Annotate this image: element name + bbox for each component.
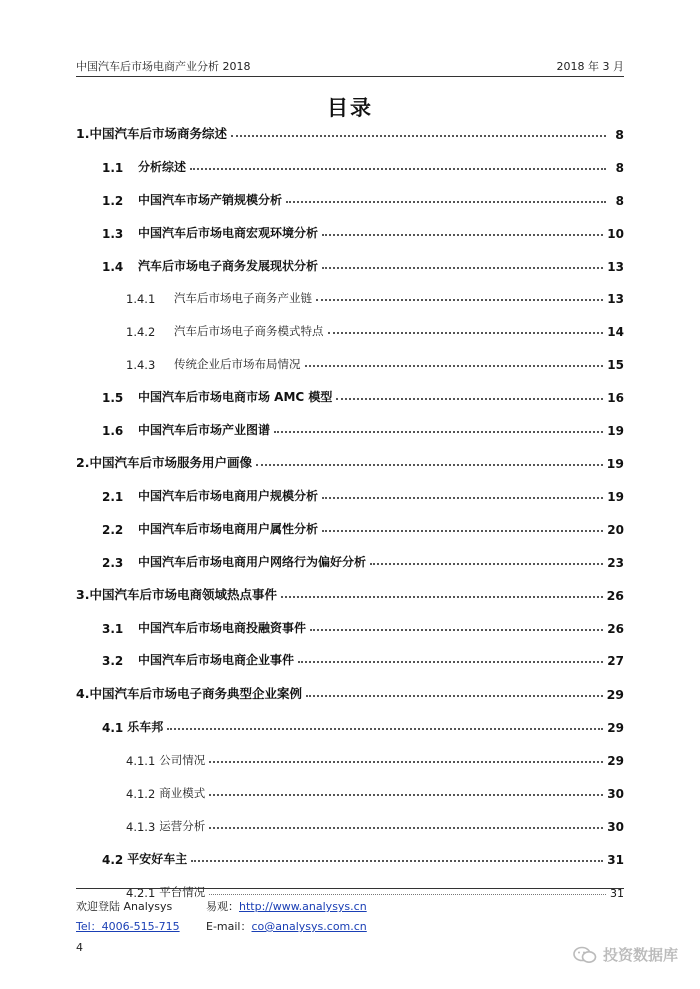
page-header: [76, 56, 624, 77]
toc-entry-page: 29: [606, 687, 624, 702]
dot-leader: [281, 596, 603, 598]
toc-entry-title: 乐车邦: [127, 720, 164, 734]
toc-entry-title: 1.中国汽车后市场商务综述: [76, 126, 227, 141]
toc-entry[interactable]: [76, 748, 624, 768]
page-number: 4: [76, 941, 83, 954]
dot-leader: [231, 135, 606, 137]
toc-title: 目录: [327, 96, 373, 120]
toc-entry[interactable]: [76, 682, 624, 702]
toc-entry[interactable]: [76, 319, 624, 339]
toc-entry-number: 3.1: [102, 622, 124, 636]
toc-entry[interactable]: [76, 188, 624, 208]
toc-entry[interactable]: [76, 418, 624, 438]
toc-entry-title: 4.中国汽车后市场电子商务典型企业案例: [76, 686, 302, 701]
toc-entry[interactable]: [76, 352, 624, 372]
toc-entry[interactable]: [76, 451, 624, 471]
toc-entry[interactable]: [76, 814, 624, 834]
dot-leader: [336, 398, 603, 400]
toc-entry[interactable]: [76, 880, 624, 900]
wechat-icon: [573, 946, 597, 964]
toc-entry-page: 31: [610, 887, 624, 900]
toc-entry-number: 3.2: [102, 654, 124, 668]
header-date: 2018 年 3 月: [556, 60, 624, 73]
dot-leader: [316, 299, 603, 301]
toc-entry-number: 1.6: [102, 424, 124, 438]
toc-entry-page: 10: [607, 227, 624, 241]
toc-entry-title: 平安好车主: [127, 852, 188, 866]
toc-entry-page: 14: [607, 325, 624, 339]
toc-entry-number: 4.1: [102, 721, 124, 735]
toc-entry-number: 1.5: [102, 391, 124, 405]
toc-entry-number: 1.4: [102, 260, 124, 274]
toc-entry-page: 16: [607, 391, 624, 405]
toc-entry-number: 1.2: [102, 194, 124, 208]
toc-entry[interactable]: [76, 221, 624, 241]
footer-site: [206, 898, 367, 914]
toc-entry-page: 19: [607, 490, 624, 504]
toc-entry[interactable]: [76, 254, 624, 274]
toc-entry-number: 4.2: [102, 853, 124, 867]
toc-entry-number: 2.3: [102, 556, 124, 570]
footer-email-label: E-mail：: [206, 920, 252, 933]
header-title: 中国汽车后市场电商产业分析 2018: [76, 60, 251, 73]
dot-leader: [209, 827, 603, 829]
toc-entry[interactable]: [76, 385, 624, 405]
watermark: [573, 944, 678, 965]
toc-entry-title: 中国汽车市场产销规模分析: [138, 193, 283, 207]
toc-entry[interactable]: [76, 550, 624, 570]
toc-entry-title: 中国汽车后市场电商宏观环境分析: [138, 226, 319, 240]
dot-leader: [322, 497, 603, 499]
dot-leader: [322, 530, 603, 532]
toc-entry-title: 中国汽车后市场电商市场 AMC 模型: [138, 390, 333, 404]
toc-entry-page: 8: [615, 127, 624, 142]
toc-entry-number: 2.1: [102, 490, 124, 504]
dot-leader: [274, 431, 603, 433]
toc-entry[interactable]: [76, 715, 624, 735]
toc-entry-title: 中国汽车后市场产业图谱: [138, 423, 271, 437]
toc-entry-title: 中国汽车后市场电商投融资事件: [138, 621, 307, 635]
toc-entry-page: 13: [607, 260, 624, 274]
toc-entry[interactable]: [76, 155, 624, 175]
toc-entry-page: 15: [607, 358, 624, 372]
toc-entry-page: 19: [607, 424, 624, 438]
toc-entry-title: 中国汽车后市场电商企业事件: [138, 653, 295, 667]
toc-entry-title: 3.中国汽车后市场电商领域热点事件: [76, 587, 277, 602]
toc-entry[interactable]: [76, 122, 624, 142]
footer-email: [206, 918, 367, 934]
toc-entry-title: 中国汽车后市场电商用户规模分析: [138, 489, 319, 503]
toc-entry-title: 中国汽车后市场电商用户网络行为偏好分析: [138, 555, 367, 569]
toc-entry-page: 30: [607, 820, 624, 834]
dot-leader: [322, 234, 603, 236]
dot-leader: [328, 332, 604, 334]
toc-entry-page: 13: [607, 292, 624, 306]
footer-email-link[interactable]: co@analysys.com.cn: [251, 920, 367, 933]
dot-leader: [370, 563, 603, 565]
toc-entry[interactable]: [76, 847, 624, 867]
toc-entry-page: 8: [615, 194, 624, 208]
toc-entry-number: 4.1.2: [126, 787, 156, 801]
toc-entry[interactable]: [76, 286, 624, 306]
toc-entry-page: 23: [607, 556, 624, 570]
toc-entry-page: 31: [607, 853, 624, 867]
toc-entry-page: 20: [607, 523, 624, 537]
footer-welcome: 欢迎登陆 Analysys: [76, 900, 173, 913]
dot-leader: [322, 267, 603, 269]
toc-entry-title: 传统企业后市场布局情况: [174, 357, 301, 371]
toc-entry[interactable]: [76, 616, 624, 636]
toc-entry-number: 4.2.1: [126, 886, 156, 900]
toc-entry[interactable]: [76, 781, 624, 801]
dot-leader: [310, 629, 603, 631]
toc-entry-number: 1.4.1: [126, 292, 156, 306]
toc-entry-title: 汽车后市场电子商务发展现状分析: [138, 259, 319, 273]
toc-entry-page: 26: [607, 622, 624, 636]
toc-entry-title: 汽车后市场电子商务产业链: [174, 291, 312, 305]
footer-site-link[interactable]: http://www.analysys.cn: [239, 900, 367, 913]
toc-entry-title: 2.中国汽车后市场服务用户画像: [76, 455, 252, 470]
footer-tel[interactable]: Tel：4006-515-715: [76, 920, 180, 933]
dot-leader: [286, 201, 606, 203]
toc-entry-page: 26: [606, 588, 624, 603]
toc-entry-page: 29: [607, 754, 624, 768]
toc-entry-title: 商业模式: [159, 786, 206, 800]
toc-entry-title: 中国汽车后市场电商用户属性分析: [138, 522, 319, 536]
dot-leader: [305, 365, 604, 367]
toc-entry-page: 29: [607, 721, 624, 735]
toc-entry-number: 4.1.3: [126, 820, 156, 834]
toc-entry-page: 30: [607, 787, 624, 801]
toc-entry[interactable]: [76, 517, 624, 537]
dot-leader: [191, 860, 603, 862]
toc-entry-title: 汽车后市场电子商务模式特点: [174, 324, 324, 338]
toc-entry-number: 4.1.1: [126, 754, 156, 768]
toc-entry-page: 19: [606, 456, 624, 471]
toc-entry-number: 2.2: [102, 523, 124, 537]
toc-entry-title: 公司情况: [159, 753, 206, 767]
toc-entry-title: 分析综述: [138, 160, 187, 174]
toc-entry[interactable]: [76, 484, 624, 504]
toc-entry-number: 1.3: [102, 227, 124, 241]
watermark-text: 投资数据库: [602, 946, 678, 964]
toc-entry[interactable]: [76, 583, 624, 603]
toc-entry-number: 1.4.3: [126, 358, 156, 372]
dot-leader: [209, 794, 603, 796]
footer-site-label: 易观：: [206, 900, 239, 913]
footer-divider: [76, 888, 624, 889]
toc-entry-title: 运营分析: [159, 819, 206, 833]
dot-leader: [256, 464, 603, 466]
toc-entry-page: 8: [615, 161, 624, 175]
dot-leader: [209, 894, 606, 895]
toc-entry[interactable]: [76, 648, 624, 668]
dot-leader: [190, 168, 606, 170]
dot-leader: [298, 661, 603, 663]
toc-entry-number: 1.1: [102, 161, 124, 175]
dot-leader: [306, 695, 603, 697]
dot-leader: [209, 761, 603, 763]
dot-leader: [167, 728, 603, 730]
toc-entry-title: 平台情况: [159, 885, 206, 899]
toc-entry-page: 27: [607, 654, 624, 668]
toc-entry-number: 1.4.2: [126, 325, 156, 339]
